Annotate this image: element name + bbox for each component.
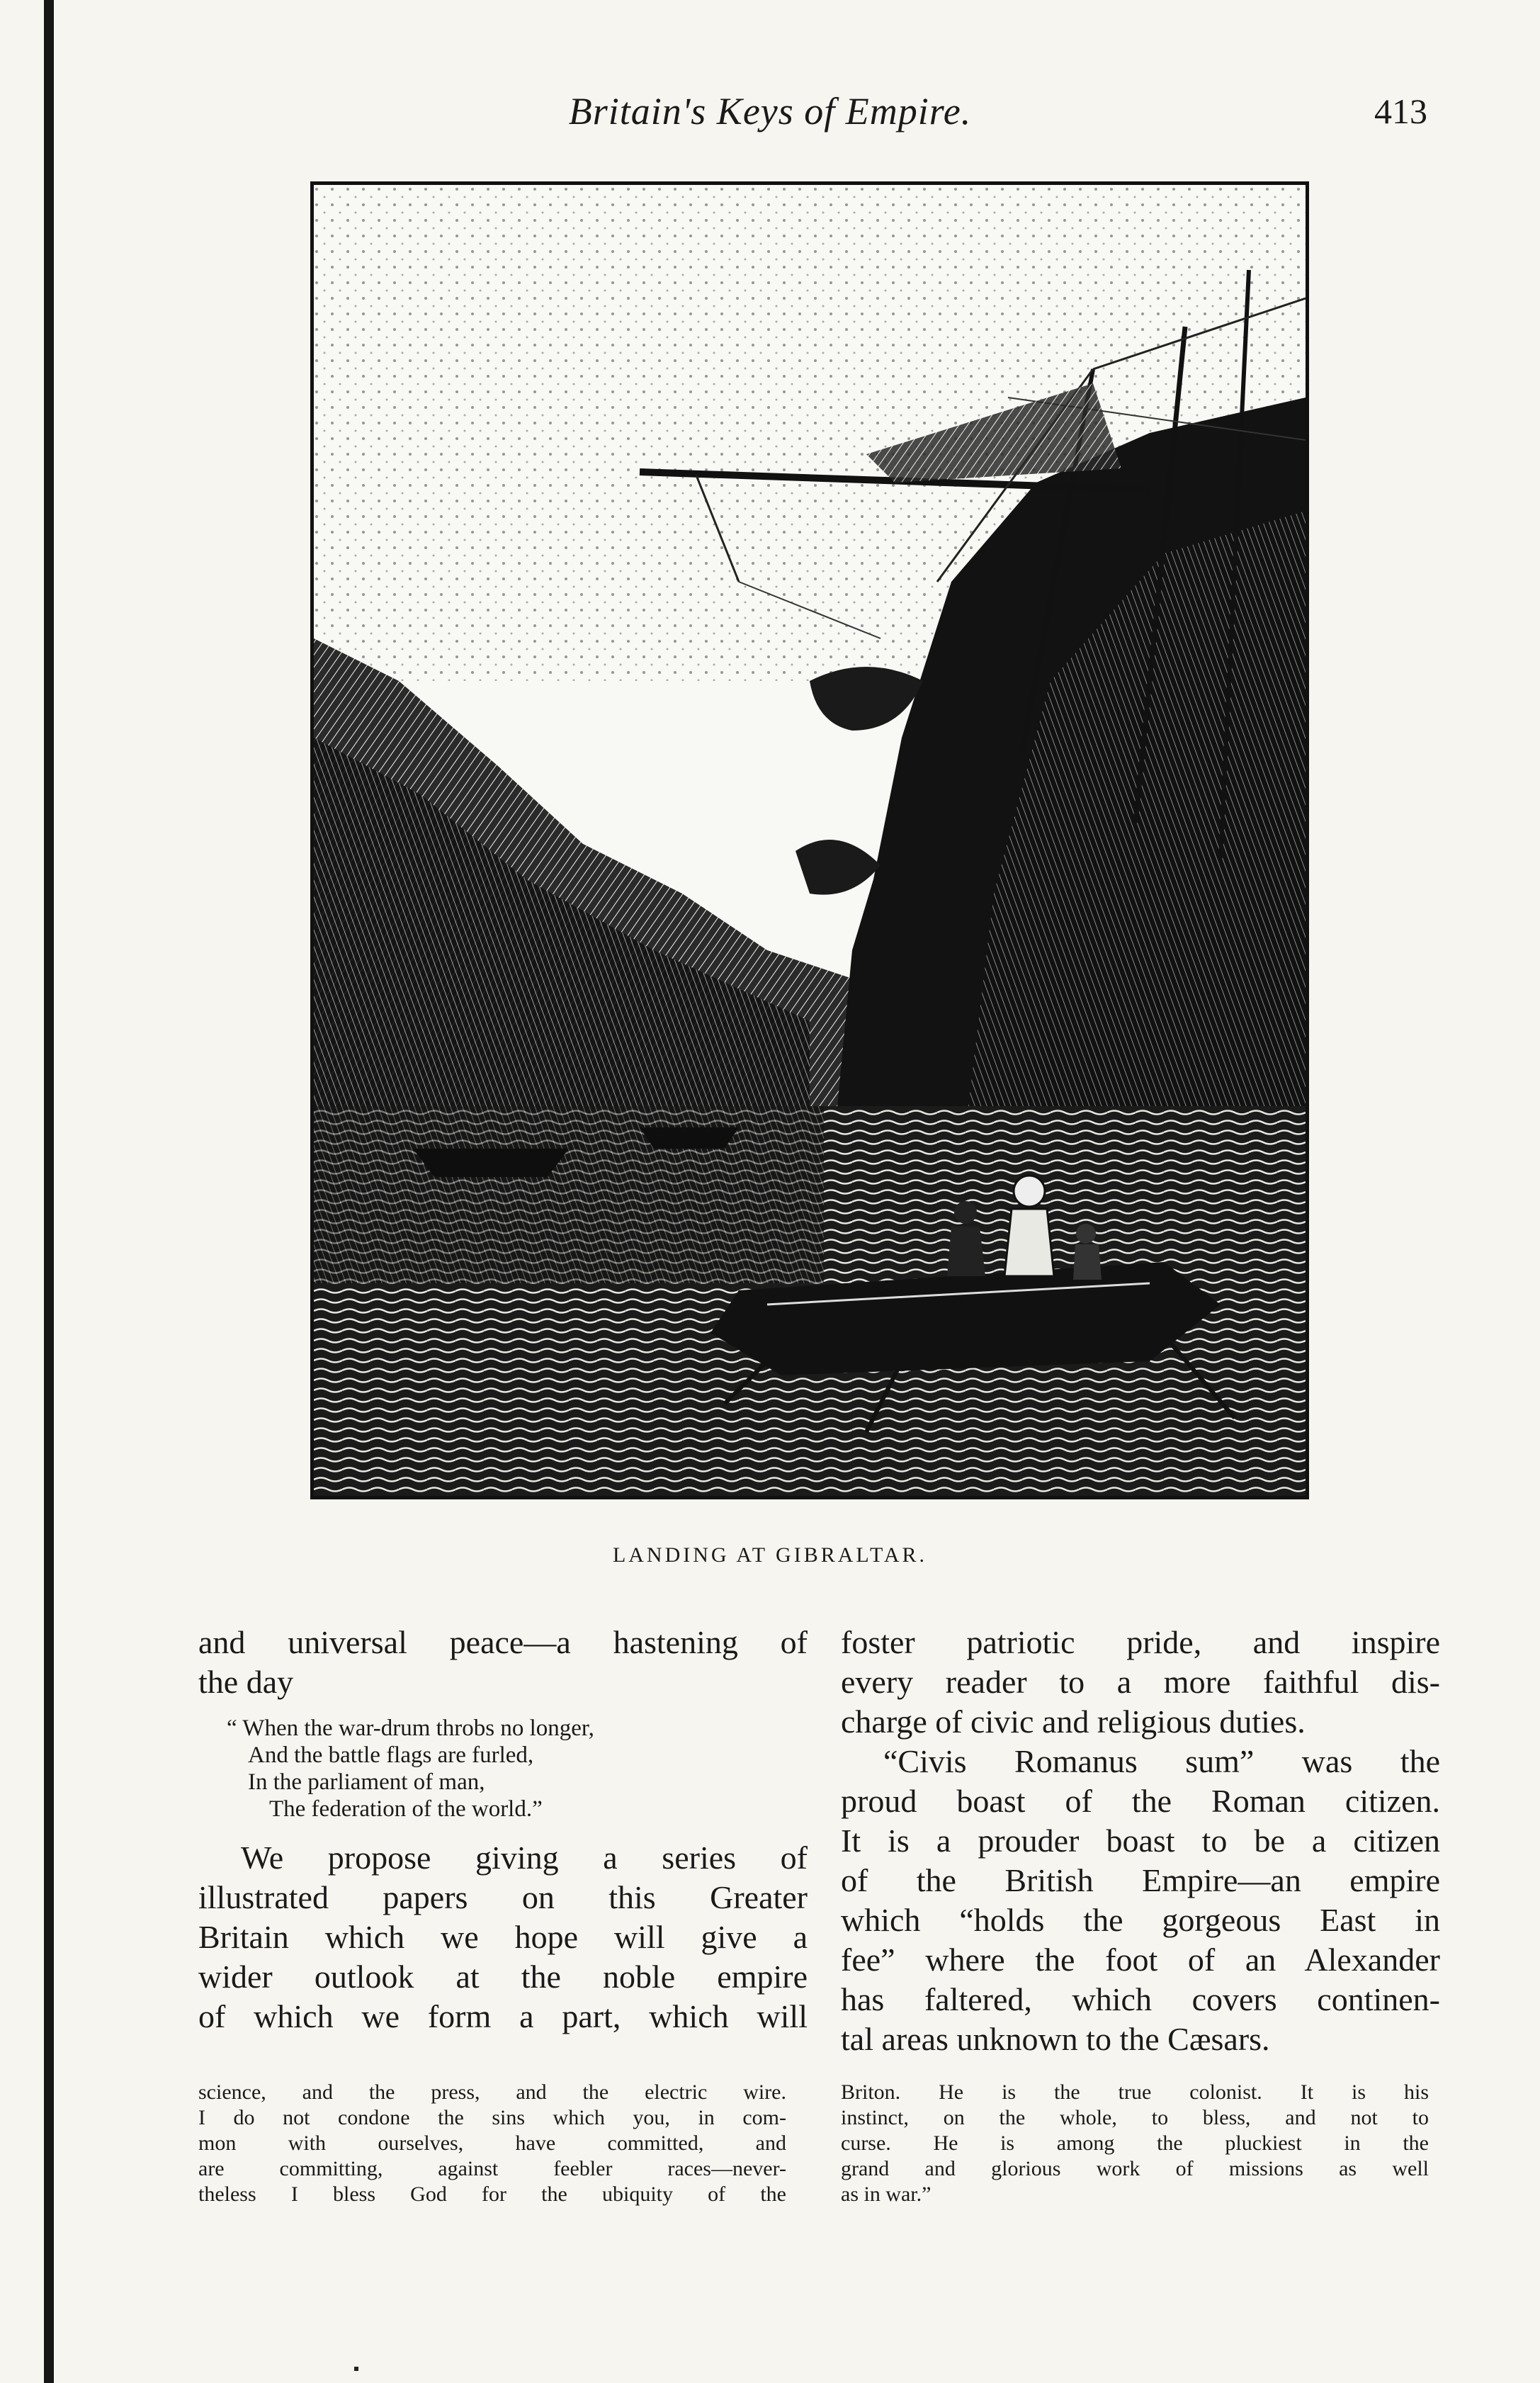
text-line: wider outlook at the noble empire [198, 1959, 808, 1995]
body-paragraph [198, 1838, 808, 2036]
footnote-line: mon with ourselves, have committed, and [198, 2131, 786, 2155]
left-column [198, 1623, 808, 2036]
ship-harbor-engraving [314, 185, 1306, 1496]
text-line: which “holds the gorgeous East in [841, 1902, 1440, 1938]
text-line: has faltered, which covers continen- [841, 1981, 1440, 2017]
text-line: and universal peace—a hastening of [198, 1624, 808, 1660]
engraving-illustration [310, 181, 1309, 1499]
text-line: proud boast of the Roman citizen. [841, 1783, 1440, 1819]
footnote-line: science, and the press, and the electric wire. [198, 2080, 786, 2104]
poem-line: “ When the war-drum throbs no longer, [227, 1716, 594, 1741]
text-line: “Civis Romanus sum” was the [883, 1743, 1440, 1779]
footnote-line: instinct, on the whole, to bless, and not to [841, 2106, 1429, 2129]
text-line: illustrated papers on this Greater [198, 1879, 808, 1915]
figure-caption: LANDING AT GIBRALTAR. [612, 1543, 928, 1567]
footnote-line: I do not condone the sins which you, in com- [198, 2106, 786, 2129]
page-number: 413 [1374, 91, 1427, 131]
poem-quotation [198, 1715, 808, 1823]
page-spine-edge [44, 0, 54, 2383]
text-line: fee” where the foot of an Alexander [841, 1942, 1440, 1978]
footnote-left [198, 2080, 786, 2207]
body-paragraph [841, 1623, 1440, 2059]
footnote-line: curse. He is among the pluckiest in the [841, 2131, 1429, 2155]
poem-line: And the battle flags are furled, [248, 1742, 534, 1768]
text-line: foster patriotic pride, and inspire [841, 1624, 1440, 1660]
intro-paragraph [198, 1623, 808, 1702]
poem-line: The federation of the world.” [269, 1796, 543, 1822]
text-line: It is a prouder boast to be a citizen [841, 1823, 1440, 1859]
footnote-line: theless I bless God for the ubiquity of the [198, 2182, 786, 2206]
text-line: of which we form a part, which will [198, 1998, 808, 2034]
text-line: Britain which we hope will give a [198, 1919, 808, 1955]
footnote-line: as in war.” [841, 2182, 932, 2206]
right-column [841, 1623, 1440, 2059]
footnote-line: grand and glorious work of missions as well [841, 2157, 1429, 2180]
poem-line: In the parliament of man, [248, 1769, 485, 1795]
text-line: tal areas unknown to the Cæsars. [841, 2021, 1270, 2057]
print-speck [354, 2367, 358, 2371]
text-line: every reader to a more faithful dis- [841, 1664, 1440, 1700]
text-line: of the British Empire—an empire [841, 1862, 1440, 1898]
footnote-line: Briton. He is the true colonist. It is his [841, 2080, 1429, 2104]
text-line: charge of civic and religious duties. [841, 1703, 1306, 1740]
footnote-right [841, 2080, 1429, 2207]
running-title: Britain's Keys of Empire. [568, 90, 972, 133]
running-head [0, 85, 1540, 142]
text-line: the day [198, 1664, 294, 1700]
text-line: We propose giving a series of [241, 1840, 808, 1876]
footnote-line: are committing, against feebler races—never- [198, 2157, 786, 2180]
